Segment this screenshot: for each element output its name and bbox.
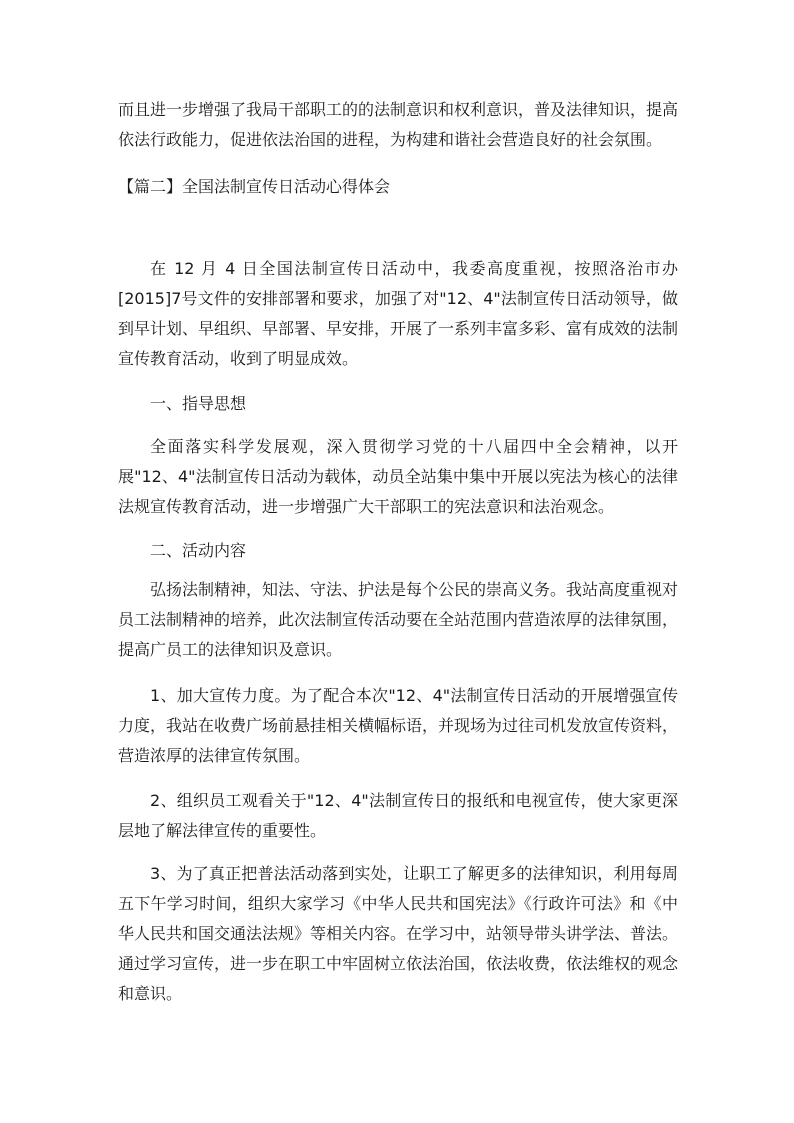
body-paragraph-3: 弘扬法制精神，知法、守法、护法是每个公民的崇高义务。我站高度重视对员工法制精神的培养，此次法制宣传活动要在全站范围内营造浓厚的法律氛围，提高广员工的法律知识及意识。 bbox=[118, 580, 679, 659]
body-paragraph-2: 全面落实科学发展观，深入贯彻学习党的十八届四中全会精神，以开展"12、4"法制宣传日活动为载体，动员全站集中集中开展以宪法为核心的法律法规宣传教育活动，进一步增强广大干部职工的宪法意识和法治观念。 bbox=[118, 437, 678, 516]
body-paragraph-5: 2、组织员工观看关于"12、4"法制宣传日的报纸和电视宣传，使大家更深层地了解法律宣传的重要性。 bbox=[118, 791, 678, 840]
body-paragraph-1: 在 12 月 4 日全国法制宣传日活动中，我委高度重视，按照洛治市办[2015]7号文件的安排部署和要求，加强了对"12、4"法制宣传日活动领导，做到早计划、早组织、早部署、早安排，开展了一系列丰富多彩、富有成效的法制宣传教育活动，收到了明显成效。 bbox=[118, 259, 679, 368]
section-heading-activity-content: 二、活动内容 bbox=[150, 541, 247, 560]
section-heading-guiding-thought: 一、指导思想 bbox=[150, 394, 247, 413]
body-paragraph-4: 1、加大宣传力度。为了配合本次"12、4"法制宣传日活动的开展增强宣传力度，我站在收费广场前悬挂相关横幅标语，并现场为过往司机发放宣传资料，营造浓厚的法律宣传氛围。 bbox=[118, 686, 679, 765]
body-paragraph-6: 3、为了真正把普法活动落到实处，让职工了解更多的法律知识，利用每周五下午学习时间，组织大家学习《中华人民共和国宪法》《行政许可法》和《中华人民共和国交通法法规》等相关内容。在学习中，站领导带头讲学法、普法。通过学习宣传，进一步在职工中牢固树立依法治国，依法收费，依法维权的观念和意识。 bbox=[118, 864, 679, 1003]
intro-paragraph: 而且进一步增强了我局干部职工的的法制意识和权利意识，普及法律知识，提高依法行政能力，促进依法治国的进程，为构建和谐社会营造良好的社会氛围。 bbox=[118, 100, 679, 149]
section-title: 【篇二】全国法制宣传日活动心得体会 bbox=[118, 177, 391, 196]
